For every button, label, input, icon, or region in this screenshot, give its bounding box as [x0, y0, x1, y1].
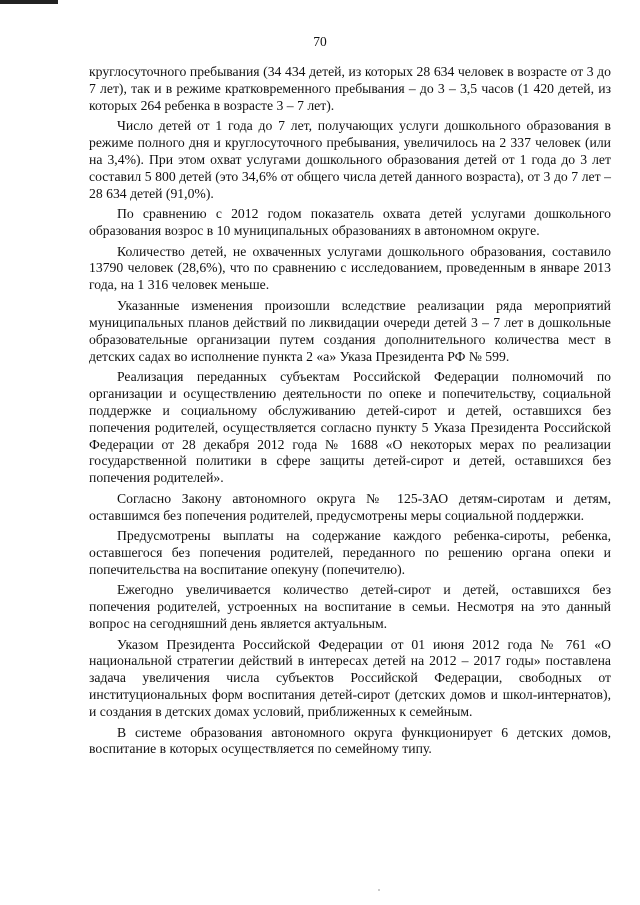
scan-speck — [378, 889, 380, 891]
paragraph: Указом Президента Российской Федерации от 01 июня 2012 года № 761 «О национальной стратегии действий в интересах детей на 2012 – 2017 годы» поставлена задача увеличения числа субъектов Российской Федерации, свободных от институциональных форм воспитания детей-сирот (детских домов и школ-интернатов), и создания в детских домах условий, приближенных к семейным. — [89, 636, 611, 720]
paragraph: По сравнению с 2012 годом показатель охвата детей услугами дошкольного образования возрос в 10 муниципальных образованиях в автономном округе. — [89, 206, 611, 239]
paragraph: Указанные изменения произошли вследствие реализации ряда мероприятий муниципальных планов действий по ликвидации очереди детей 3 – 7 лет в дошкольные образовательные организации путем создания дополнительного количества мест в детских садах во исполнение пункта 2 «а» Указа Президента РФ № 599. — [89, 297, 611, 364]
paragraph: Ежегодно увеличивается количество детей-сирот и детей, оставшихся без попечения родителей, устроенных на воспитание в семьи. Несмотря на это данный вопрос на сегодняшний день является актуальным. — [89, 582, 611, 632]
page-body — [89, 64, 611, 762]
page-number: 70 — [313, 34, 327, 49]
scan-edge-mark — [0, 0, 58, 4]
paragraph: Согласно Закону автономного округа № 125-ЗАО детям-сиротам и детям, оставшимся без попечения родителей, предусмотрены меры социальной поддержки. — [89, 490, 611, 523]
paragraph: Предусмотрены выплаты на содержание каждого ребенка-сироты, ребенка, оставшегося без попечения родителей, переданного по решению органа опеки и попечительства на воспитание опекуну (попечителю). — [89, 528, 611, 577]
paragraph: В системе образования автономного округа функционирует 6 детских домов, воспитание в которых осуществляется по семейному типу. — [89, 724, 611, 757]
paragraph: Число детей от 1 года до 7 лет, получающих услуги дошкольного образования в режиме полного дня и круглосуточного пребывания, увеличилось на 2 337 человек (или на 3,4%). При этом охват услугами дошкольного образования детей от 1 года до 3 лет составил 5 800 детей (это 34,6% от общего числа детей данного возраста), от 3 до 7 лет – 28 634 детей (91,0%). — [89, 118, 611, 201]
paragraph: Реализация переданных субъектам Российской Федерации полномочий по организации и осуществлению деятельности по опеке и попечительству, социальной поддержке и социальному обслуживанию детей-сирот и детей, оставшихся без попечения родителей, осуществляется согласно пункту 5 Указа Президента Российской Федерации от 28 декабря 2012 года № 1688 «О некоторых мерах по реализации государственной политики в сфере защиты детей-сирот и детей, оставшихся без попечения родителей». — [89, 368, 611, 486]
paragraph: круглосуточного пребывания (34 434 детей, из которых 28 634 человек в возрасте от 3 до 7 лет), так и в режиме кратковременного пребывания – до 3 – 3,5 часов (1 420 детей, из которых 264 ребенка в возрасте 3 – 7 лет). — [89, 64, 611, 113]
paragraph: Количество детей, не охваченных услугами дошкольного образования, составило 13790 человек (28,6%), что по сравнению с исследованием, проведенным в январе 2013 года, на 1 316 человек меньше. — [89, 243, 611, 293]
